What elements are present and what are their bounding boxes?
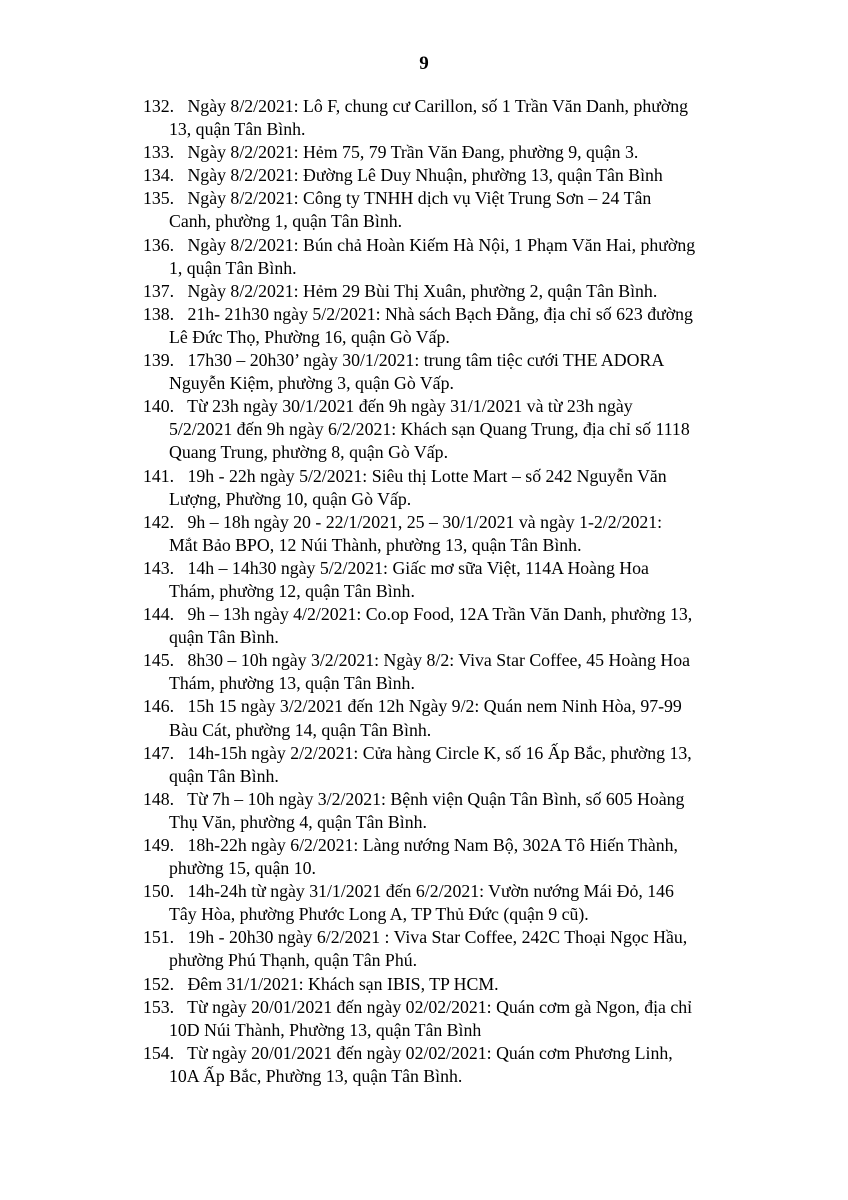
location-list [143,95,773,1088]
list-item [143,603,773,649]
list-item [143,395,773,464]
item-text-line: Từ 7h – 10h ngày 3/2/2021: Bệnh viện Quận Tân Bình, số 605 Hoàng [187,788,685,809]
list-item [143,187,773,233]
list-item [143,465,773,511]
item-number: 139. [143,350,175,371]
item-text-line: 14h – 14h30 ngày 5/2/2021: Giấc mơ sữa Việt, 114A Hoàng Hoa [187,557,649,578]
list-item [143,649,773,695]
item-text-line: 10A Ấp Bắc, Phường 13, quận Tân Bình. [169,1065,463,1086]
item-text-line: 15h 15 ngày 3/2/2021 đến 12h Ngày 9/2: Quán nem Ninh Hòa, 97-99 [187,696,682,717]
item-text-line: 14h-15h ngày 2/2/2021: Cửa hàng Circle K, số 16 Ấp Bắc, phường 13, [187,742,692,763]
item-text-line: Thụ Văn, phường 4, quận Tân Bình. [169,811,427,832]
item-number: 149. [143,835,175,855]
item-number: 144. [143,604,175,625]
item-text-line: Ngày 8/2/2021: Công ty TNHH dịch vụ Việt Trung Sơn – 24 Tân [187,188,652,209]
item-number: 133. [143,142,175,163]
item-text-line: 13, quận Tân Bình. [169,119,306,140]
item-number: 142. [143,511,175,532]
item-text-line: 5/2/2021 đến 9h ngày 6/2/2021: Khách sạn Quang Trung, địa chỉ số 1118 [169,419,690,440]
item-number: 151. [143,927,175,948]
item-text-line: Từ 23h ngày 30/1/2021 đến 9h ngày 31/1/2021 và từ 23h ngày [187,396,633,417]
item-number: 145. [143,650,175,671]
item-text-line: Mắt Bảo BPO, 12 Núi Thành, phường 13, quận Tân Bình. [169,534,582,555]
list-item [143,234,773,280]
item-text-line: quận Tân Bình. [169,627,279,648]
list-item [143,511,773,557]
item-text-line: Ngày 8/2/2021: Lô F, chung cư Carillon, số 1 Trần Văn Danh, phường [187,96,689,116]
list-item [143,880,773,926]
list-item [143,164,773,187]
list-item [143,996,773,1042]
item-number: 153. [143,996,175,1017]
item-text-line: 19h - 22h ngày 5/2/2021: Siêu thị Lotte Mart – số 242 Nguyễn Văn [187,465,667,486]
item-text-line: 10D Núi Thành, Phường 13, quận Tân Bình [169,1019,482,1040]
list-item [143,141,773,164]
item-text-line: Từ ngày 20/01/2021 đến ngày 02/02/2021: Quán cơm Phương Linh, [187,1042,673,1063]
list-item [143,742,773,788]
item-number: 150. [143,881,175,902]
item-text-line: Thám, phường 12, quận Tân Bình. [169,580,415,601]
list-item [143,1042,773,1088]
item-text-line: Ngày 8/2/2021: Bún chả Hoàn Kiếm Hà Nội, 1 Phạm Văn Hai, phường [187,234,696,255]
item-text-line: 14h-24h từ ngày 31/1/2021 đến 6/2/2021: Vườn nướng Mái Đỏ, 146 [187,881,674,902]
item-text-line: Quang Trung, phường 8, quận Gò Vấp. [169,442,449,463]
item-text-line: Ngày 8/2/2021: Đường Lê Duy Nhuận, phường 13, quận Tân Bình [187,165,663,186]
list-item [143,695,773,741]
item-number: 147. [143,742,175,763]
item-number: 136. [143,234,175,255]
list-item [143,303,773,349]
item-text-line: quận Tân Bình. [169,765,279,786]
item-number: 135. [143,188,175,209]
item-text-line: 9h – 18h ngày 20 - 22/1/2021, 25 – 30/1/2021 và ngày 1-2/2/2021: [187,511,663,532]
item-text-line: 19h - 20h30 ngày 6/2/2021 : Viva Star Coffee, 242C Thoại Ngọc Hầu, [187,927,688,948]
item-number: 148. [143,788,175,809]
item-text-line: Tây Hòa, phường Phước Long A, TP Thủ Đức (quận 9 cũ). [169,904,589,925]
list-item [143,557,773,603]
item-text-line: Bàu Cát, phường 14, quận Tân Bình. [169,719,432,740]
list-item [143,973,773,996]
item-text-line: Nguyễn Kiệm, phường 3, quận Gò Vấp. [169,373,454,394]
item-number: 143. [143,557,175,578]
item-text-line: Đêm 31/1/2021: Khách sạn IBIS, TP HCM. [187,973,499,994]
page-number: 9 [419,53,429,74]
item-number: 137. [143,280,175,301]
list-item [143,926,773,972]
item-text-line: Thám, phường 13, quận Tân Bình. [169,673,415,694]
item-number: 140. [143,396,175,417]
list-item [143,834,773,880]
item-text-line: Ngày 8/2/2021: Hẻm 75, 79 Trần Văn Đang, phường 9, quận 3. [187,142,639,163]
item-number: 134. [143,165,175,186]
item-text-line: 1, quận Tân Bình. [169,257,297,278]
item-number: 132. [143,96,175,116]
item-number: 154. [143,1042,175,1063]
item-text-line: Từ ngày 20/01/2021 đến ngày 02/02/2021: Quán cơm gà Ngon, địa chỉ [187,996,693,1017]
item-text-line: Lê Đức Thọ, Phường 16, quận Gò Vấp. [169,326,450,347]
item-number: 146. [143,696,175,717]
item-text-line: Ngày 8/2/2021: Hẻm 29 Bùi Thị Xuân, phường 2, quận Tân Bình. [187,280,658,301]
list-item [143,788,773,834]
item-number: 141. [143,465,175,486]
item-text-line: 17h30 – 20h30’ ngày 30/1/2021: trung tâm tiệc cưới THE ADORA [187,350,665,371]
item-text-line: Canh, phường 1, quận Tân Bình. [169,211,403,232]
item-text-line: 8h30 – 10h ngày 3/2/2021: Ngày 8/2: Viva Star Coffee, 45 Hoàng Hoa [187,650,690,671]
item-text-line: phường Phú Thạnh, quận Tân Phú. [169,950,418,971]
item-text-line: 21h- 21h30 ngày 5/2/2021: Nhà sách Bạch Đằng, địa chỉ số 623 đường [187,303,693,324]
item-text-line: Lượng, Phường 10, quận Gò Vấp. [169,488,412,509]
list-item [143,95,773,141]
item-number: 138. [143,303,175,324]
list-item [143,280,773,303]
item-text-line: phường 15, quận 10. [169,858,316,879]
item-text-line: 18h-22h ngày 6/2/2021: Làng nướng Nam Bộ, 302A Tô Hiến Thành, [187,835,678,855]
item-number: 152. [143,973,175,994]
list-item [143,349,773,395]
item-text-line: 9h – 13h ngày 4/2/2021: Co.op Food, 12A Trần Văn Danh, phường 13, [187,604,693,625]
